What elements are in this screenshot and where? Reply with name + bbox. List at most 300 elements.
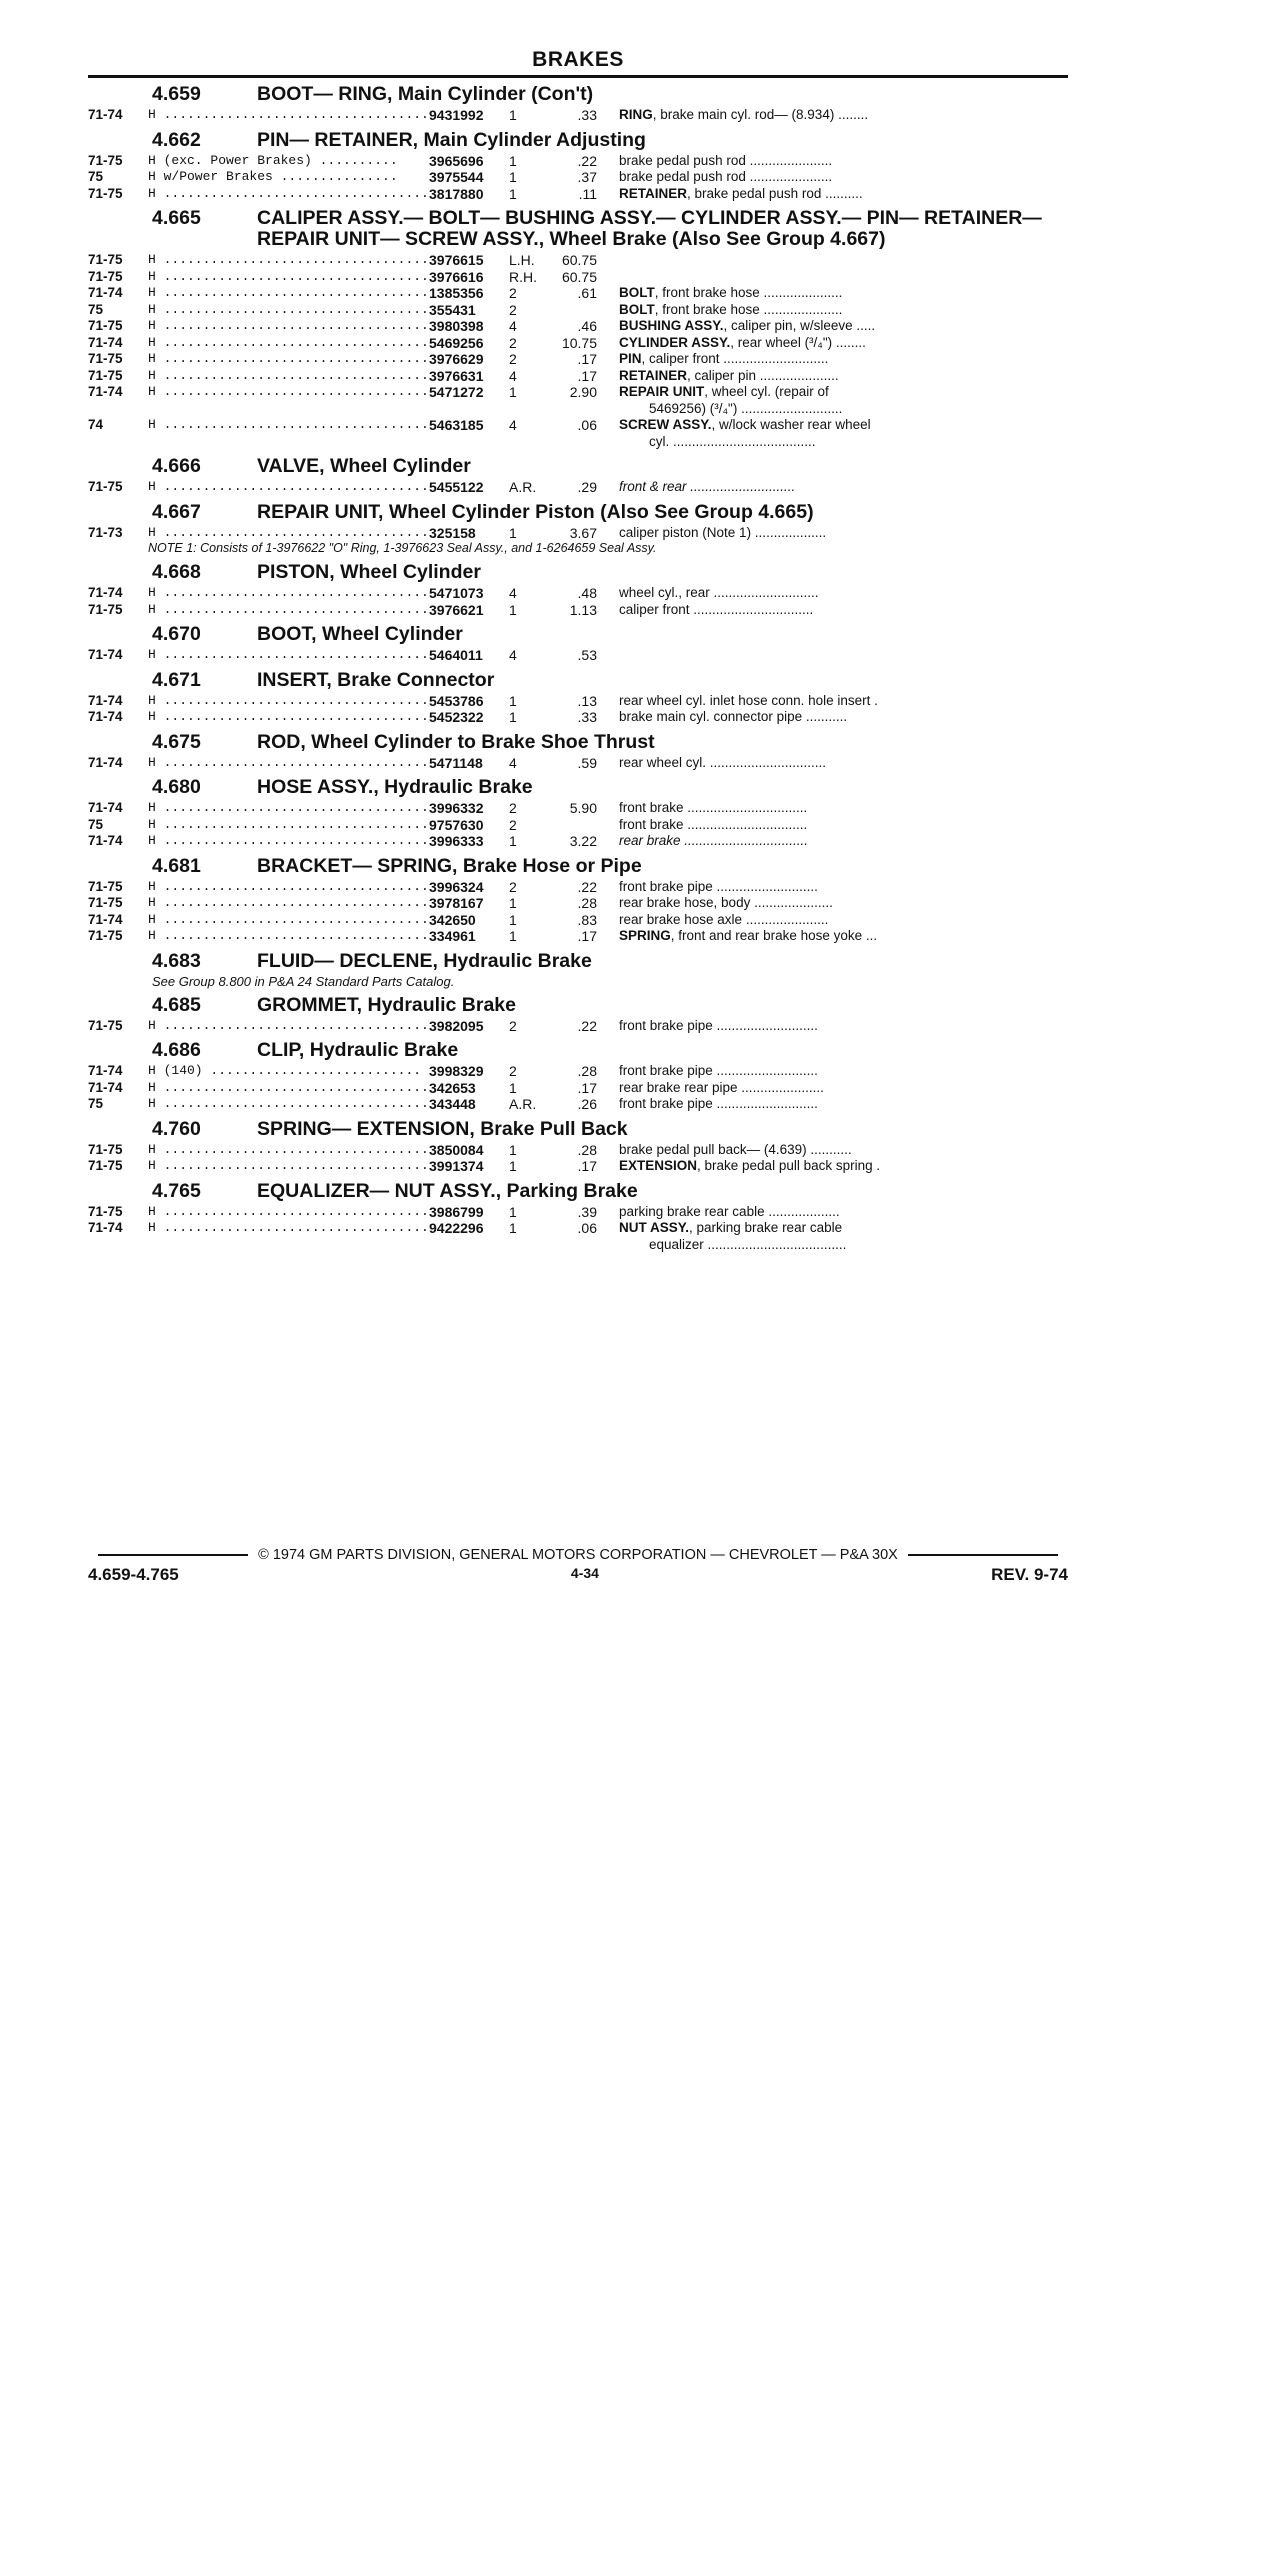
parts-group: [88, 84, 1068, 124]
series-code: H ..................................: [148, 185, 429, 201]
description-segment: RETAINER: [619, 367, 688, 383]
price: .17: [577, 367, 597, 384]
description: [619, 1142, 1068, 1159]
description-segment: rear wheel cyl. ...............................: [619, 754, 827, 770]
quantity: 1: [509, 709, 517, 725]
model-years: 71-74: [88, 285, 123, 300]
part-number: 5471272: [429, 384, 484, 400]
series-code: H w/Power Brakes ...............: [148, 169, 398, 184]
group-number: 4.680: [152, 776, 201, 798]
price: .17: [577, 928, 597, 944]
part-number: 3975544: [429, 169, 484, 185]
description: [619, 318, 1068, 335]
parts-group: [88, 856, 1068, 945]
group-number: 4.671: [152, 668, 201, 691]
part-row: [88, 817, 1068, 834]
description: [619, 302, 1068, 319]
description-segment: RING: [619, 107, 653, 122]
group-title: HOSE ASSY., Hydraulic Brake: [257, 776, 533, 798]
part-row: [88, 153, 1068, 170]
quantity: 1: [509, 524, 517, 541]
price: 60.75: [561, 252, 597, 268]
part-row: [88, 895, 1068, 912]
description: [619, 368, 1068, 385]
quantity: 2: [509, 334, 517, 351]
part-number: 3998329: [429, 1063, 484, 1079]
quantity: 4: [509, 318, 517, 334]
description: [619, 1018, 1068, 1035]
series-code: H ..................................: [148, 285, 429, 300]
part-row: [88, 1158, 1068, 1175]
part-row: [88, 709, 1068, 726]
part-row: [88, 1237, 1068, 1254]
model-years: 75: [88, 816, 104, 832]
part-row: [88, 351, 1068, 368]
price: .22: [577, 878, 597, 895]
parts-group: [88, 130, 1068, 203]
model-years: 71-75: [88, 318, 123, 333]
group-number: 4.666: [152, 455, 201, 477]
model-years: 71-74: [88, 800, 123, 815]
group-title: PISTON, Wheel Cylinder: [257, 561, 481, 583]
part-number: 3965696: [429, 152, 484, 169]
description: [619, 434, 1068, 451]
part-row: [88, 755, 1068, 772]
description-segment: BOLT: [619, 285, 655, 300]
series-code: H ..................................: [148, 928, 429, 943]
part-number: 3976615: [429, 252, 484, 268]
group-heading: [88, 951, 1068, 972]
parts-group: [88, 951, 1068, 989]
price: .06: [577, 417, 597, 433]
description: [619, 169, 1068, 186]
description-segment: brake pedal pull back— (4.639) ...........: [619, 1141, 852, 1157]
group-heading: [88, 856, 1068, 877]
part-number: 3991374: [429, 1158, 484, 1174]
part-number: 5452322: [429, 709, 484, 725]
quantity: 1: [509, 895, 517, 911]
series-code: H ..................................: [148, 479, 429, 494]
series-code: H ..................................: [148, 1203, 429, 1219]
part-row: [88, 252, 1068, 269]
parts-group: [88, 456, 1068, 496]
model-years: 71-74: [88, 709, 123, 724]
quantity: 4: [509, 417, 517, 433]
part-number: 9422296: [429, 1220, 484, 1236]
description: [619, 525, 1068, 542]
description-segment: , caliper front ............................: [641, 351, 829, 366]
part-number: 325158: [429, 524, 476, 541]
quantity: 1: [509, 1141, 517, 1158]
quantity: 2: [509, 1017, 517, 1034]
description: [619, 1158, 1068, 1175]
description: [619, 1204, 1068, 1221]
price: .06: [577, 1220, 597, 1236]
description: [619, 417, 1068, 434]
part-row: [88, 647, 1068, 664]
footer-copyright: © 1974 GM PARTS DIVISION, GENERAL MOTORS CORPORATION — CHEVROLET — P&A 30X: [258, 1547, 898, 1563]
part-number: 342653: [429, 1079, 476, 1096]
price: .37: [577, 169, 597, 185]
part-number: 5453786: [429, 692, 484, 709]
part-row: [88, 1204, 1068, 1221]
description: [619, 912, 1068, 929]
price: 3.67: [569, 524, 597, 541]
group-heading: [88, 624, 1068, 645]
price: .22: [577, 152, 597, 169]
parts-group: [88, 502, 1068, 557]
description: [619, 709, 1068, 726]
page-title: BRAKES: [532, 48, 624, 71]
description-segment: , parking brake rear cable: [689, 1220, 843, 1235]
parts-group: [88, 208, 1068, 450]
quantity: 1: [509, 1158, 517, 1174]
price: .17: [577, 1158, 597, 1174]
part-row: [88, 368, 1068, 385]
price: .53: [577, 647, 597, 663]
part-number: 3976629: [429, 351, 484, 367]
part-number: 3980398: [429, 318, 484, 334]
quantity: 1: [509, 384, 517, 400]
price: .13: [577, 692, 597, 709]
description: [619, 817, 1068, 834]
model-years: 71-74: [88, 384, 123, 399]
group-number: 4.760: [152, 1117, 201, 1140]
description-segment: NUT ASSY.: [619, 1220, 690, 1235]
part-number: 3996332: [429, 800, 484, 816]
model-years: 71-75: [88, 479, 123, 494]
series-code: H ..................................: [148, 351, 429, 366]
price: 60.75: [561, 268, 597, 285]
group-number: 4.670: [152, 623, 201, 645]
model-years: 71-73: [88, 524, 123, 540]
part-row: [88, 269, 1068, 286]
group-title: CALIPER ASSY.— BOLT— BUSHING ASSY.— CYLINDER ASSY.— PIN— RETAINER— REPAIR UNIT— SCREW ASSY., Wheel Brake (Also See Group 4.667): [257, 207, 1042, 250]
model-years: 71-75: [88, 895, 123, 910]
quantity: 1: [509, 1203, 517, 1220]
part-row: [88, 693, 1068, 710]
description-segment: brake pedal push rod ......................: [619, 169, 833, 184]
quantity: 4: [509, 585, 517, 601]
description-segment: rear brake hose axle ......................: [619, 911, 829, 927]
group-title: FLUID— DECLENE, Hydraulic Brake: [257, 949, 592, 972]
series-code: H ..................................: [148, 800, 429, 815]
series-code: H ..................................: [148, 384, 429, 399]
footer-revision: REV. 9-74: [991, 1565, 1068, 1584]
quantity: 2: [509, 816, 517, 833]
description-segment: front brake ................................: [619, 800, 808, 815]
quantity: 1: [509, 185, 517, 202]
series-code: H ..................................: [148, 417, 429, 432]
part-row: [88, 525, 1068, 542]
model-years: 71-74: [88, 1079, 123, 1095]
part-number: 3986799: [429, 1203, 484, 1220]
part-row: [88, 912, 1068, 929]
description: [619, 879, 1068, 896]
model-years: 71-75: [88, 351, 123, 366]
model-years: 71-74: [88, 692, 123, 708]
model-years: 71-74: [88, 1220, 123, 1235]
series-code: H (exc. Power Brakes) ..........: [148, 152, 398, 168]
model-years: 71-75: [88, 1203, 123, 1219]
part-row: [88, 800, 1068, 817]
group-heading: [88, 732, 1068, 753]
series-code: H ..................................: [148, 301, 429, 317]
group-number: 4.668: [152, 561, 201, 583]
model-years: 71-75: [88, 1158, 123, 1173]
series-code: H ..................................: [148, 1017, 429, 1033]
price: .28: [577, 1063, 597, 1079]
price: .33: [577, 709, 597, 725]
part-row: [88, 602, 1068, 619]
description: [619, 833, 1068, 850]
part-number: 334961: [429, 928, 476, 944]
part-row: [88, 107, 1068, 124]
quantity: 2: [509, 800, 517, 816]
group-number: 4.667: [152, 500, 201, 523]
model-years: 71-74: [88, 334, 123, 350]
group-number: 4.675: [152, 730, 201, 753]
part-number: 5469256: [429, 334, 484, 351]
description-segment: , brake pedal push rod ..........: [687, 185, 863, 201]
description-segment: front & rear ............................: [619, 479, 796, 494]
description: [619, 1096, 1068, 1113]
description-segment: caliper front ................................: [619, 601, 814, 617]
price: 3.22: [569, 833, 597, 849]
description: [619, 335, 1068, 352]
group-number: 4.765: [152, 1179, 201, 1202]
description: [619, 602, 1068, 619]
quantity: 1: [509, 833, 517, 849]
description-segment: SPRING: [619, 928, 671, 943]
quantity: 2: [509, 285, 517, 301]
part-row: [88, 318, 1068, 335]
description-segment: , w/lock washer rear wheel: [711, 417, 871, 432]
part-row: [88, 479, 1068, 496]
group-heading: [88, 456, 1068, 477]
model-years: 71-75: [88, 185, 123, 201]
model-years: 71-75: [88, 878, 123, 894]
group-number: 4.681: [152, 854, 201, 877]
group-title: GROMMET, Hydraulic Brake: [257, 993, 516, 1016]
part-number: 3982095: [429, 1017, 484, 1034]
series-code: H ..................................: [148, 692, 429, 708]
description-segment: rear brake .................................: [619, 833, 809, 848]
group-heading: [88, 562, 1068, 583]
parts-group: [88, 670, 1068, 726]
parts-group: [88, 1181, 1068, 1254]
series-code: H ..................................: [148, 524, 429, 540]
description: [619, 693, 1068, 710]
quantity: 1: [509, 1079, 517, 1096]
description: [619, 1237, 1068, 1254]
description-segment: , caliper pin, w/sleeve .....: [723, 318, 876, 333]
price: .26: [577, 1096, 597, 1112]
series-code: H ..................................: [148, 647, 429, 662]
part-row: [88, 417, 1068, 434]
part-row: [88, 335, 1068, 352]
series-code: H ..................................: [148, 1220, 429, 1235]
price: .46: [577, 318, 597, 334]
description-segment: front brake pipe ...........................: [619, 1096, 818, 1111]
description: [619, 895, 1068, 912]
quantity: 1: [509, 169, 517, 185]
footer-bottom: [88, 1565, 1068, 1585]
part-row: [88, 401, 1068, 418]
description: [619, 186, 1068, 203]
parts-group: [88, 995, 1068, 1035]
group-title: INSERT, Brake Connector: [257, 668, 495, 691]
price: .83: [577, 911, 597, 928]
series-code: H ..................................: [148, 1079, 429, 1095]
description-segment: brake main cyl. connector pipe ...........: [619, 709, 848, 724]
part-row: [88, 879, 1068, 896]
description: [619, 928, 1068, 945]
quantity: A.R.: [509, 1096, 537, 1112]
quantity: 2: [509, 301, 517, 318]
group-number: 4.665: [152, 207, 201, 229]
series-code: H ..................................: [148, 601, 429, 617]
part-number: 3976631: [429, 367, 484, 384]
description-segment: front brake pipe ...........................: [619, 878, 818, 894]
part-number: 9431992: [429, 107, 484, 123]
group-number: 4.683: [152, 949, 201, 972]
part-row: [88, 1096, 1068, 1113]
header-rule: [88, 75, 1068, 78]
group-heading: [88, 1119, 1068, 1140]
description-segment: 5469256) (³/₄") ...........................: [619, 400, 843, 416]
part-row: [88, 1080, 1068, 1097]
part-number: 3850084: [429, 1141, 484, 1158]
parts-group: [88, 624, 1068, 664]
price: .59: [577, 754, 597, 771]
description-segment: RETAINER: [619, 185, 688, 201]
group-title: PIN— RETAINER, Main Cylinder Adjusting: [257, 128, 646, 151]
model-years: 71-74: [88, 833, 123, 848]
series-code: H ..................................: [148, 833, 429, 848]
model-years: 71-74: [88, 1063, 123, 1078]
model-years: 71-75: [88, 268, 123, 284]
description: [619, 479, 1068, 496]
group-heading: [88, 670, 1068, 691]
group-number: 4.662: [152, 128, 201, 151]
model-years: 71-74: [88, 647, 123, 662]
quantity: 2: [509, 1063, 517, 1079]
series-code: H ..................................: [148, 334, 429, 350]
description-segment: EXTENSION: [619, 1158, 698, 1173]
group-number: 4.659: [152, 83, 201, 105]
series-code: H ..................................: [148, 318, 429, 333]
part-number: 5471148: [429, 754, 483, 771]
part-number: 1385356: [429, 285, 484, 301]
series-code: H ..................................: [148, 1096, 429, 1111]
part-number: 3976616: [429, 268, 484, 285]
description-segment: , wheel cyl. (repair of: [704, 384, 829, 399]
group-number: 4.686: [152, 1039, 201, 1061]
group-heading: [88, 1181, 1068, 1202]
group-heading: [88, 995, 1068, 1016]
model-years: 71-74: [88, 585, 123, 600]
quantity: R.H.: [509, 268, 537, 285]
series-code: H ..................................: [148, 816, 429, 832]
quantity: 1: [509, 911, 517, 928]
part-row: [88, 928, 1068, 945]
group-title: CLIP, Hydraulic Brake: [257, 1039, 459, 1061]
group-number: 4.685: [152, 993, 201, 1016]
model-years: 71-74: [88, 107, 123, 122]
description-segment: caliper piston (Note 1) ...................: [619, 524, 827, 540]
parts-group: [88, 562, 1068, 618]
description-segment: BOLT: [619, 301, 655, 317]
parts-group: [88, 1119, 1068, 1175]
footer-page-number: 4-34: [570, 1565, 599, 1581]
series-code: H ..................................: [148, 1158, 429, 1173]
description-segment: , front and rear brake hose yoke ...: [670, 928, 878, 943]
model-years: 71-75: [88, 367, 123, 383]
part-number: 342650: [429, 911, 476, 928]
group-note: See Group 8.800 in P&A 24 Standard Parts Catalog.: [152, 973, 455, 989]
page-footer: [88, 1547, 1068, 1585]
description-segment: , caliper pin .....................: [687, 367, 839, 383]
description-segment: , brake main cyl. rod— (8.934) ........: [652, 107, 869, 122]
description: [619, 1080, 1068, 1097]
part-row: [88, 434, 1068, 451]
price: .17: [577, 351, 597, 367]
quantity: A.R.: [509, 479, 537, 495]
part-row: [88, 384, 1068, 401]
group-title: BOOT, Wheel Cylinder: [257, 623, 463, 645]
model-years: 71-75: [88, 1141, 123, 1157]
quantity: 4: [509, 754, 517, 771]
footer-group-range: 4.659-4.765: [88, 1565, 179, 1584]
part-number: 3817880: [429, 185, 484, 202]
description-segment: , front brake hose .....................: [654, 285, 843, 300]
part-row: [88, 833, 1068, 850]
series-code: H (140) ...........................: [148, 1063, 422, 1078]
description-segment: parking brake rear cable ...................: [619, 1203, 840, 1219]
part-row: [88, 302, 1068, 319]
footer-rule-right: [908, 1554, 1058, 1556]
part-row: [88, 1142, 1068, 1159]
part-number: 5463185: [429, 417, 484, 433]
model-years: 71-75: [88, 252, 123, 267]
quantity: 4: [509, 647, 517, 663]
part-row: [88, 1220, 1068, 1237]
description-segment: front brake ................................: [619, 816, 808, 832]
group-title: EQUALIZER— NUT ASSY., Parking Brake: [257, 1179, 638, 1202]
model-years: 71-75: [88, 152, 123, 168]
footer-copyright-line: [88, 1547, 1068, 1563]
description-segment: front brake pipe ...........................: [619, 1063, 818, 1078]
description-segment: CYLINDER ASSY.: [619, 334, 731, 350]
model-years: 71-75: [88, 601, 123, 617]
price: 5.90: [569, 800, 597, 816]
price: .29: [577, 479, 597, 495]
model-years: 74: [88, 417, 104, 432]
description: [619, 351, 1068, 368]
parts-group: [88, 777, 1068, 850]
price: .11: [578, 185, 597, 202]
description-segment: PIN: [619, 351, 642, 366]
group-title: SPRING— EXTENSION, Brake Pull Back: [257, 1117, 628, 1140]
quantity: L.H.: [509, 252, 535, 268]
description-segment: SCREW ASSY.: [619, 417, 712, 432]
model-years: 75: [88, 169, 104, 184]
groups-container: [88, 84, 1068, 1253]
description-segment: , front brake hose .....................: [654, 301, 843, 317]
description-segment: BUSHING ASSY.: [619, 318, 724, 333]
price: 10.75: [561, 334, 597, 351]
